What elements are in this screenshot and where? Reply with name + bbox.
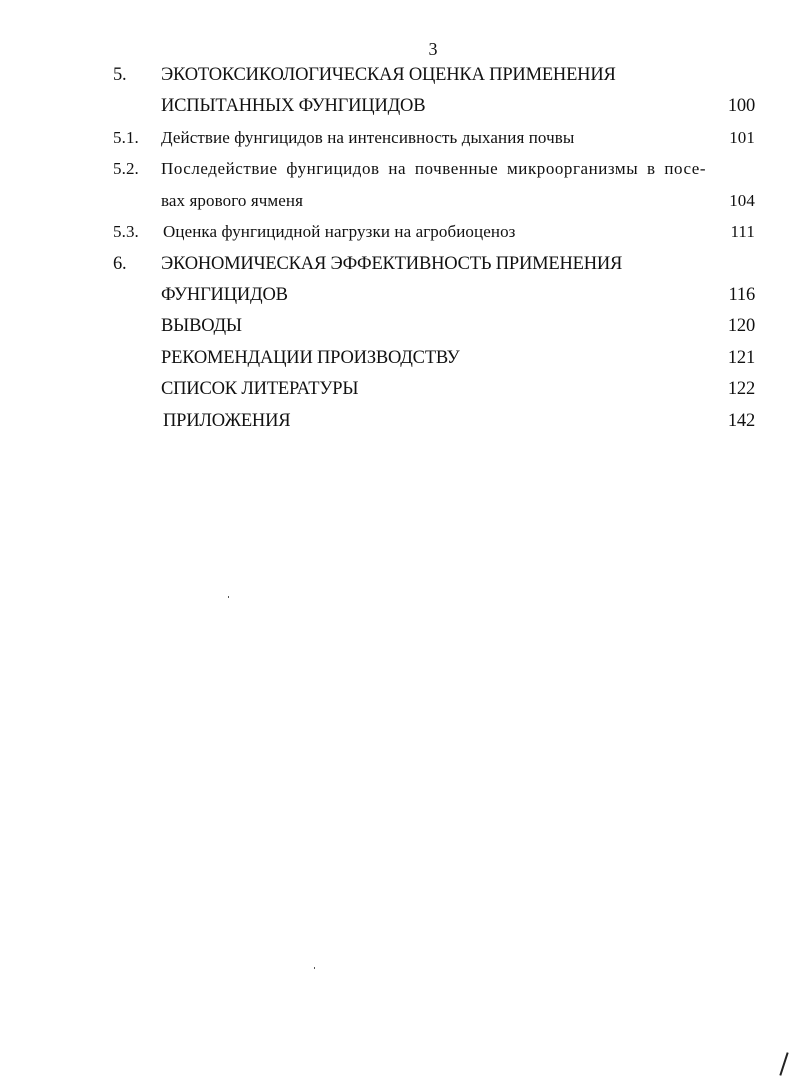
toc-entry-number: 6. [113, 254, 127, 274]
toc-entry-page: 121 [727, 348, 755, 368]
toc-entry-title: ПРИЛОЖЕНИЯ [163, 411, 291, 431]
toc-entry-page: 142 [727, 411, 755, 431]
toc-entry-title: ИСПЫТАННЫХ ФУНГИЦИДОВ [161, 96, 426, 116]
toc-entry-chapter-5-continued [0, 93, 795, 119]
toc-entry-title: Последействие фунгицидов на почвенные микроорганизмы в посе- [161, 159, 707, 178]
toc-entry-section-5-1 [0, 125, 795, 151]
toc-entry-page: 116 [728, 285, 755, 305]
toc-entry-chapter-6-continued [0, 282, 795, 308]
toc-entry-page: 100 [727, 96, 755, 116]
scan-speck [228, 596, 229, 598]
toc-entry-section-5-3 [0, 219, 795, 245]
toc-entry-page: 104 [729, 191, 755, 210]
toc-entry-title: СПИСОК ЛИТЕРАТУРЫ [161, 379, 359, 399]
toc-entry-section-5-2 [0, 156, 795, 182]
page-number: 3 [428, 39, 438, 59]
toc-entry-recommendations [0, 345, 795, 371]
toc-entry-page: 122 [727, 379, 755, 399]
toc-entry-chapter-6 [0, 251, 795, 277]
toc-entry-title: ВЫВОДЫ [161, 316, 242, 336]
toc-entry-title: ФУНГИЦИДОВ [161, 285, 288, 305]
toc-entry-section-5-2-continued [0, 188, 795, 214]
toc-entry-title: вах ярового ячменя [161, 191, 304, 210]
scan-speck [314, 967, 315, 969]
toc-entry-number: 5.1. [113, 128, 139, 147]
toc-entry-references [0, 376, 795, 402]
toc-entry-title: ЭКОТОКСИКОЛОГИЧЕСКАЯ ОЦЕНКА ПРИМЕНЕНИЯ [161, 65, 616, 85]
toc-entry-title: Действие фунгицидов на интенсивность дыхания почвы [161, 128, 575, 147]
toc-entry-appendices [0, 408, 795, 434]
toc-entry-page: 111 [730, 222, 755, 241]
toc-entry-title: РЕКОМЕНДАЦИИ ПРОИЗВОДСТВУ [161, 348, 460, 368]
toc-entry-number: 5.2. [113, 159, 139, 178]
toc-entry-title: Оценка фунгицидной нагрузки на агробиоценоз [163, 222, 516, 241]
toc-entry-conclusions [0, 313, 795, 339]
toc-entry-title: ЭКОНОМИЧЕСКАЯ ЭФФЕКТИВНОСТЬ ПРИМЕНЕНИЯ [161, 254, 623, 274]
toc-entry-number: 5. [113, 65, 127, 85]
toc-entry-chapter-5 [0, 62, 795, 88]
toc-entry-number: 5.3. [113, 222, 139, 241]
toc-entry-page: 101 [729, 128, 755, 147]
toc-entry-page: 120 [727, 316, 755, 336]
